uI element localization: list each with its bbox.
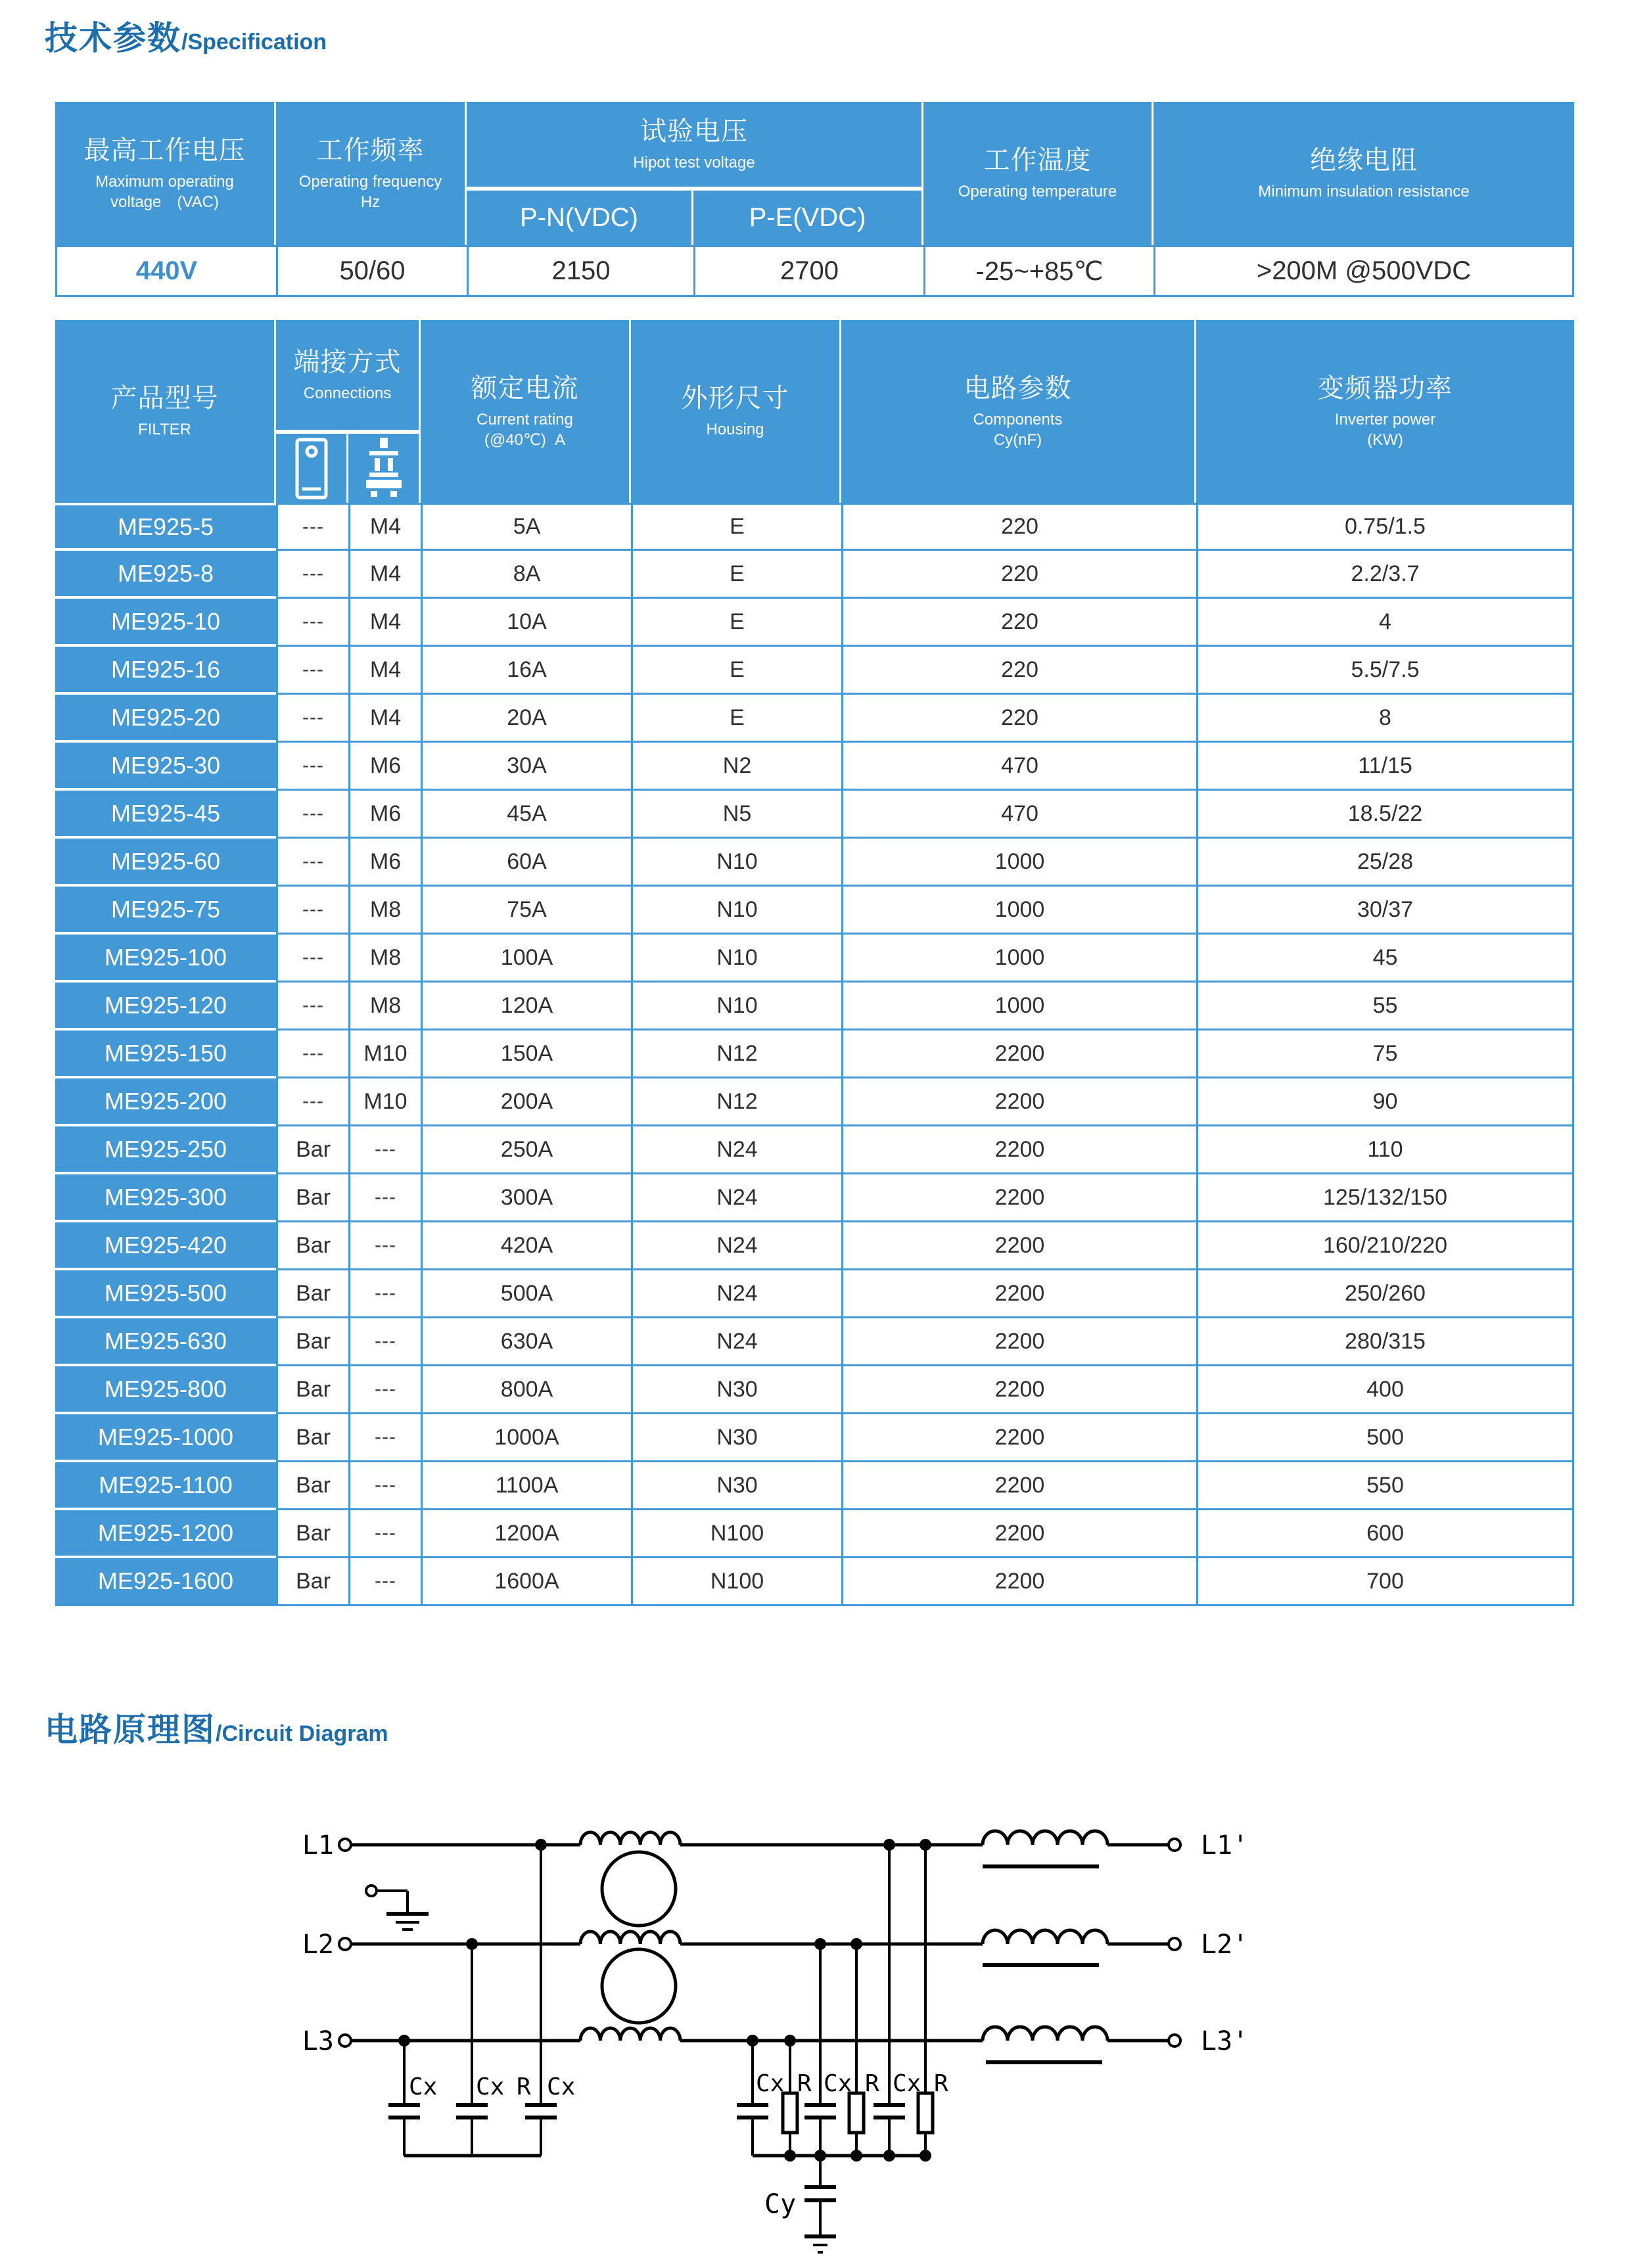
inverter-power: 110 [1196,1126,1574,1174]
conn-plate: Bar [276,1270,348,1318]
label-r: R [934,2070,948,2097]
spec-table-row [55,1366,1574,1414]
model: ME925-5 [55,503,276,551]
conn-screw: --- [348,1366,421,1414]
header-temperature: 工作温度 Operating temperature [923,102,1153,245]
cm-choke-winding-l3 [580,2028,680,2041]
conn-screw: --- [348,1414,421,1462]
conn-screw: M4 [348,551,421,599]
model: ME925-250 [55,1126,276,1174]
model: ME925-200 [55,1078,276,1126]
cy-value: 220 [841,503,1196,551]
output-inductor-l2 [983,1930,1107,1944]
housing: N30 [631,1462,841,1510]
label-r: R [517,2073,531,2100]
current-rating: 16A [421,647,631,695]
conn-screw: M10 [348,1078,421,1126]
label-cx: Cx [547,2073,576,2100]
conn-screw: --- [348,1462,421,1510]
conn-plate: Bar [276,1462,348,1510]
conn-plate: --- [276,983,348,1030]
housing: N24 [631,1318,841,1366]
spec-table-row [55,983,1574,1030]
page-title-en: /Specification [181,30,327,55]
output-cx-r-bank [737,1839,948,2162]
cy-value: 220 [841,647,1196,695]
conn-screw: M8 [348,935,421,983]
inverter-power: 125/132/150 [1196,1174,1574,1222]
inverter-power: 250/260 [1196,1270,1574,1318]
spec-table-row [55,1270,1574,1318]
inverter-power: 5.5/7.5 [1196,647,1574,695]
current-rating: 150A [421,1030,631,1078]
value-max-voltage: 440V [55,245,276,297]
housing: N30 [631,1414,841,1462]
inverter-power: 550 [1196,1462,1574,1510]
chassis-ground [366,1886,429,1930]
housing: N30 [631,1366,841,1414]
cy-value: 2200 [841,1126,1196,1174]
inverter-power: 55 [1196,983,1574,1030]
inverter-power: 11/15 [1196,743,1574,791]
header-pe: P-E(VDC) [693,189,923,245]
current-rating: 1000A [421,1414,631,1462]
screw-terminal-icon [348,432,421,503]
busbar-plate-icon [276,432,348,503]
model: ME925-60 [55,839,276,887]
conn-plate: Bar [276,1414,348,1462]
input-cx-bank [388,1839,575,2156]
inverter-power: 600 [1196,1510,1574,1558]
cy-value: 2200 [841,1558,1196,1606]
conn-plate: Bar [276,1174,348,1222]
inverter-power: 0.75/1.5 [1196,503,1574,551]
circuit-diagram [250,1801,1380,2268]
spec-table-row [55,1126,1574,1174]
label-cx: Cx [476,2073,505,2100]
value-frequency: 50/60 [276,245,467,297]
header-inverter-power: 变频器功率 Inverter power (KW) [1196,320,1574,503]
inverter-power: 30/37 [1196,887,1574,935]
header-connections: 端接方式 Connections [276,320,421,432]
spec-table-row [55,1174,1574,1222]
current-rating: 800A [421,1366,631,1414]
output-terminals [1169,1830,1248,2056]
spec-table-row [55,695,1574,743]
cy-value: 2200 [841,1318,1196,1366]
cy-value: 470 [841,743,1196,791]
header-current: 额定电流 Current rating (@40℃) A [421,320,631,503]
header-hipot: 试验电压 Hipot test voltage [467,102,923,189]
label-l3: L3 [302,2026,334,2056]
cy-capacitor [804,2187,836,2200]
conn-plate: Bar [276,1318,348,1366]
discharge-resistor [783,2093,797,2133]
conn-screw: M4 [348,695,421,743]
conn-plate: Bar [276,1126,348,1174]
housing: N12 [631,1078,841,1126]
spec-table [55,320,1574,1606]
current-rating: 420A [421,1222,631,1270]
conn-plate: --- [276,1030,348,1078]
current-rating: 100A [421,935,631,983]
conn-plate: --- [276,695,348,743]
conn-plate: Bar [276,1558,348,1606]
cx-capacitor [456,2105,488,2118]
model: ME925-20 [55,695,276,743]
housing: N100 [631,1558,841,1606]
spec-table-row [55,1030,1574,1078]
model: ME925-30 [55,743,276,791]
cy-value: 2200 [841,1270,1196,1318]
housing: N5 [631,791,841,839]
spec-table-row [55,647,1574,695]
cy-value: 2200 [841,1222,1196,1270]
value-pn: 2150 [467,245,693,297]
model: ME925-100 [55,935,276,983]
spec-table-row [55,599,1574,647]
housing: N24 [631,1270,841,1318]
cm-choke-winding-l2 [580,1932,680,1944]
housing: N24 [631,1126,841,1174]
conn-plate: --- [276,551,348,599]
current-rating: 60A [421,839,631,887]
current-rating: 10A [421,599,631,647]
cy-value: 2200 [841,1174,1196,1222]
inverter-power: 160/210/220 [1196,1222,1574,1270]
spec-table-row [55,935,1574,983]
inverter-power: 8 [1196,695,1574,743]
current-rating: 200A [421,1078,631,1126]
conn-screw: --- [348,1510,421,1558]
discharge-resistor [918,2093,933,2133]
cy-value: 1000 [841,887,1196,935]
header-insulation: 绝缘电阻 Minimum insulation resistance [1153,102,1574,245]
conn-screw: M6 [348,839,421,887]
model: ME925-630 [55,1318,276,1366]
housing: N12 [631,1030,841,1078]
conn-plate: --- [276,887,348,935]
label-l2-out: L2' [1201,1930,1249,1960]
current-rating: 250A [421,1126,631,1174]
model: ME925-500 [55,1270,276,1318]
conn-screw: --- [348,1270,421,1318]
housing: N10 [631,887,841,935]
current-rating: 1600A [421,1558,631,1606]
inverter-power: 45 [1196,935,1574,983]
model: ME925-1200 [55,1510,276,1558]
phase-l1-line [351,1831,1169,1866]
value-insulation: >200M @500VDC [1153,245,1574,297]
housing: N24 [631,1222,841,1270]
current-rating: 1100A [421,1462,631,1510]
cx-capacitor [525,2105,557,2118]
label-l2: L2 [302,1930,334,1960]
conn-plate: Bar [276,1222,348,1270]
model: ME925-300 [55,1174,276,1222]
label-cx: Cx [824,2070,852,2097]
housing: E [631,503,841,551]
housing: N10 [631,935,841,983]
conn-screw: --- [348,1318,421,1366]
housing: E [631,647,841,695]
model: ME925-1600 [55,1558,276,1606]
header-pn: P-N(VDC) [467,189,693,245]
input-terminals [302,1830,351,2056]
header-max-voltage: 最高工作电压 Maximum operating voltage (VAC) [55,102,276,245]
cy-value: 220 [841,695,1196,743]
cx-capacitor [388,2105,420,2118]
spec-table-row [55,503,1574,551]
conn-plate: --- [276,647,348,695]
housing: N2 [631,743,841,791]
conn-screw: --- [348,1558,421,1606]
current-rating: 5A [421,503,631,551]
spec-table-row [55,1318,1574,1366]
label-l1-out: L1' [1201,1830,1249,1861]
spec-table-row [55,1462,1574,1510]
header-housing: 外形尺寸 Housing [631,320,841,503]
cy-value: 2200 [841,1510,1196,1558]
value-pe: 2700 [693,245,923,297]
cy-value: 470 [841,791,1196,839]
spec-table-row [55,791,1574,839]
ratings-values-row [55,245,1574,297]
value-temperature: -25~+85℃ [923,245,1153,297]
inverter-power: 25/28 [1196,839,1574,887]
conn-plate: --- [276,1078,348,1126]
conn-screw: M6 [348,743,421,791]
conn-plate: --- [276,599,348,647]
conn-plate: Bar [276,1510,348,1558]
cy-value: 2200 [841,1414,1196,1462]
cy-value: 1000 [841,983,1196,1030]
housing: N100 [631,1510,841,1558]
inverter-power: 4 [1196,599,1574,647]
inverter-power: 500 [1196,1414,1574,1462]
housing: E [631,599,841,647]
model: ME925-10 [55,599,276,647]
phase-l3-line [351,2027,1169,2062]
spec-table-row [55,1222,1574,1270]
current-rating: 8A [421,551,631,599]
cx-capacitor [737,2105,768,2118]
inverter-power: 400 [1196,1366,1574,1414]
page-title [45,12,327,59]
label-r: R [797,2070,812,2097]
inverter-power: 18.5/22 [1196,791,1574,839]
label-cx: Cx [756,2070,785,2097]
output-inductor-l1 [983,1831,1107,1845]
spec-table-row [55,1558,1574,1606]
cy-value: 2200 [841,1462,1196,1510]
housing: N10 [631,983,841,1030]
housing: E [631,695,841,743]
label-l1: L1 [302,1830,334,1861]
conn-plate: Bar [276,1366,348,1414]
conn-plate: --- [276,935,348,983]
label-cx: Cx [893,2070,921,2097]
spec-table-row [55,1078,1574,1126]
label-cy: Cy [764,2189,797,2219]
model: ME925-1000 [55,1414,276,1462]
cy-value: 2200 [841,1366,1196,1414]
spec-table-row [55,551,1574,599]
model: ME925-150 [55,1030,276,1078]
label-l3-out: L3' [1201,2026,1249,2056]
model: ME925-800 [55,1366,276,1414]
inverter-power: 280/315 [1196,1318,1574,1366]
inverter-power: 90 [1196,1078,1574,1126]
spec-table-row [55,1510,1574,1558]
current-rating: 1200A [421,1510,631,1558]
model: ME925-420 [55,1222,276,1270]
cm-choke-winding-l1 [580,1832,680,1845]
header-components: 电路参数 Components Cy(nF) [841,320,1196,503]
cy-value: 2200 [841,1078,1196,1126]
cy-value: 1000 [841,839,1196,887]
current-rating: 500A [421,1270,631,1318]
circuit-title [45,1703,388,1751]
cy-value: 1000 [841,935,1196,983]
page-title-zh: 技术参数 [45,20,181,57]
ratings-table [55,102,1574,297]
current-rating: 300A [421,1174,631,1222]
conn-plate: --- [276,503,348,551]
spec-table-row [55,743,1574,791]
housing: E [631,551,841,599]
current-rating: 20A [421,695,631,743]
model: ME925-8 [55,551,276,599]
current-rating: 30A [421,743,631,791]
model: ME925-75 [55,887,276,935]
housing: N24 [631,1174,841,1222]
inverter-power: 700 [1196,1558,1574,1606]
label-r: R [865,2070,879,2097]
model: ME925-45 [55,791,276,839]
circuit-title-en: /Circuit Diagram [216,1721,388,1746]
cx-capacitor [804,2105,836,2118]
conn-screw: M8 [348,887,421,935]
conn-screw: --- [348,1126,421,1174]
header-model: 产品型号 FILTER [55,320,276,503]
discharge-resistor [849,2093,864,2133]
conn-screw: M8 [348,983,421,1030]
inverter-power: 2.2/3.7 [1196,551,1574,599]
label-cx: Cx [409,2073,438,2100]
cy-value: 220 [841,599,1196,647]
cm-choke-core-ring-bottom [602,1949,676,2023]
cy-capacitor-branch [764,2156,836,2252]
output-inductor-l3 [983,2027,1107,2041]
conn-screw: M4 [348,647,421,695]
header-frequency: 工作频率 Operating frequency Hz [276,102,467,245]
cm-choke-core-ring-top [602,1852,676,1926]
conn-screw: M4 [348,599,421,647]
conn-plate: --- [276,743,348,791]
cy-value: 2200 [841,1030,1196,1078]
housing: N10 [631,839,841,887]
model: ME925-1100 [55,1462,276,1510]
conn-screw: M10 [348,1030,421,1078]
spec-table-row [55,839,1574,887]
conn-screw: --- [348,1174,421,1222]
conn-screw: --- [348,1222,421,1270]
model: ME925-120 [55,983,276,1030]
conn-screw: M4 [348,503,421,551]
cx-capacitor [873,2105,905,2118]
current-rating: 630A [421,1318,631,1366]
current-rating: 120A [421,983,631,1030]
inverter-power: 75 [1196,1030,1574,1078]
cy-value: 220 [841,551,1196,599]
current-rating: 75A [421,887,631,935]
circuit-title-zh: 电路原理图 [45,1711,216,1748]
conn-plate: --- [276,839,348,887]
conn-screw: M6 [348,791,421,839]
current-rating: 45A [421,791,631,839]
spec-table-row [55,1414,1574,1462]
conn-plate: --- [276,791,348,839]
spec-table-row [55,887,1574,935]
model: ME925-16 [55,647,276,695]
